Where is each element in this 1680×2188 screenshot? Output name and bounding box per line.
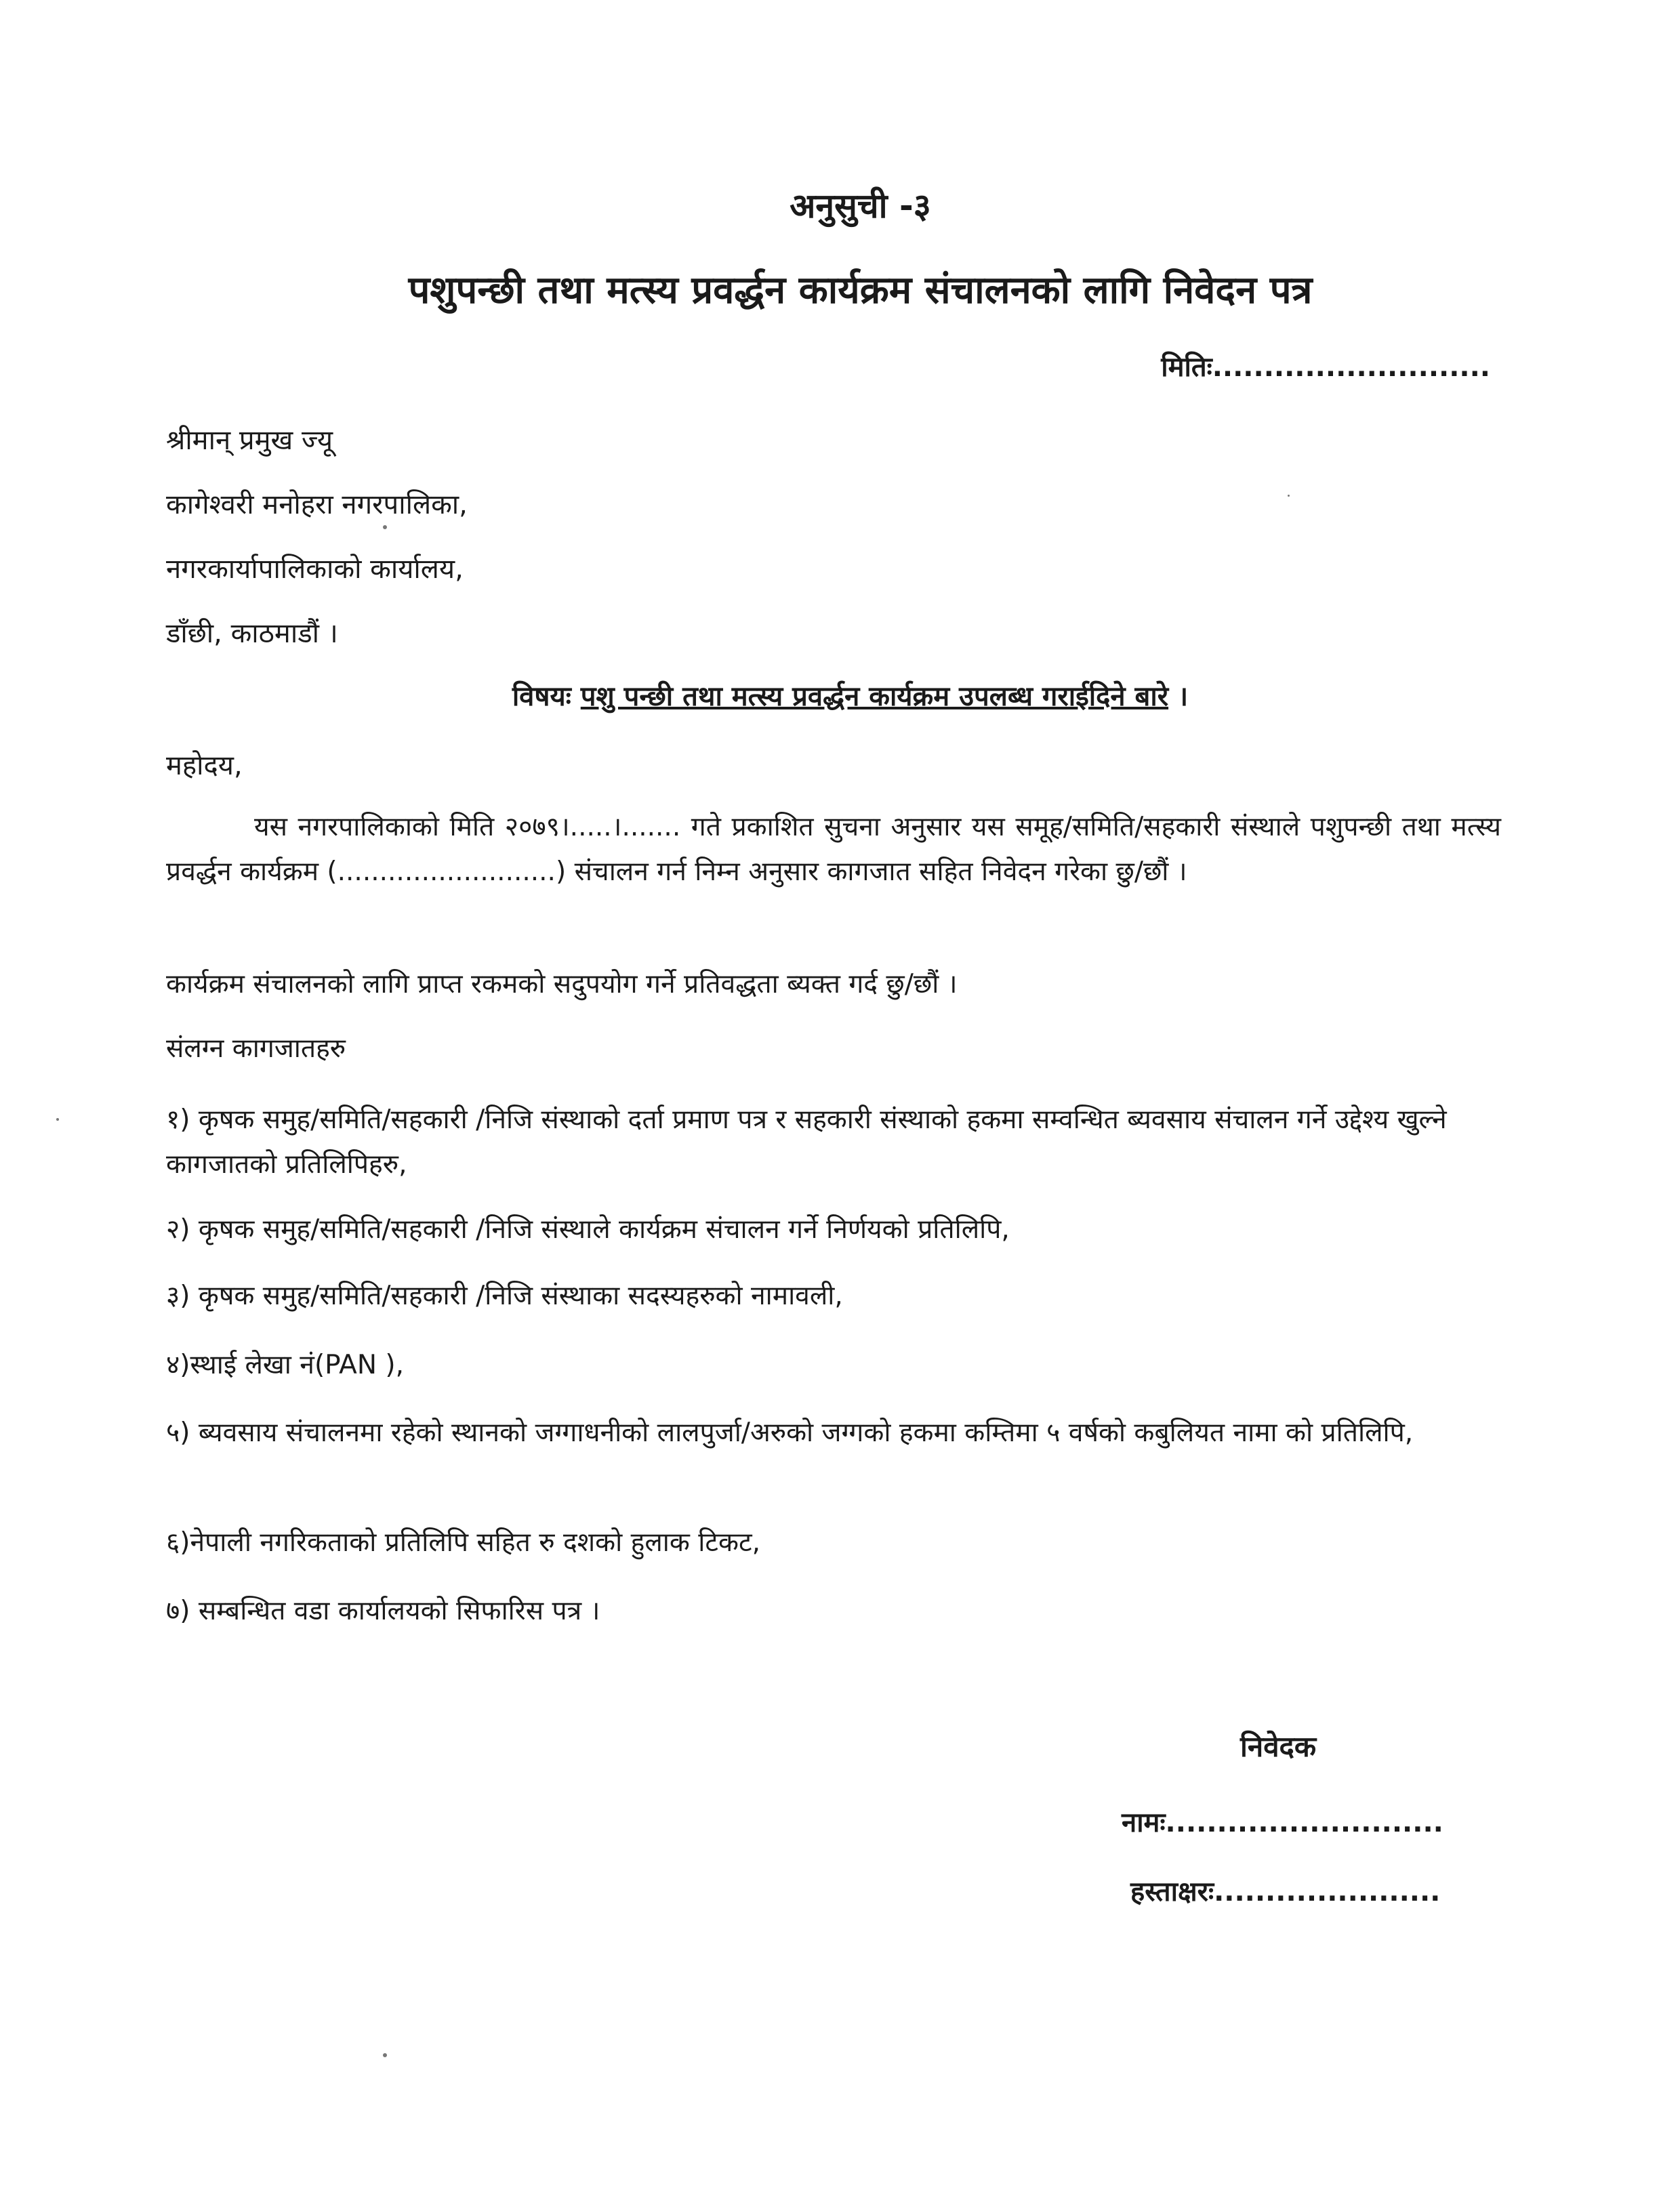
body-paragraph-1: यस नगरपालिकाको मिति २०७९।.....।....... गते प्रकाशित सुचना अनुसार यस समूह/समिति/सहकारी संस्थाले पशुपन्छी तथा मत्स्य प्रवर्द्धन कार्यक्रम (..........................) संचालन गर्न निम्न अनुसार कागजात सहित निवेदन गरेका छु/छौं । <box>166 812 1501 887</box>
document-title: पशुपन्छी तथा मत्स्य प्रवर्द्धन कार्यक्रम संचालनको लागि निवेदन पत्र <box>408 268 1313 312</box>
subject-text: पशु पन्छी तथा मत्स्य प्रवर्द्धन कार्यक्रम उपलब्ध गराईदिने बारे <box>580 681 1169 712</box>
attachment-item-6: ६)नेपाली नगरिकताको प्रतिलिपि सहित रु दशको हुलाक टिकट, <box>166 1527 760 1558</box>
recipient-line-4: डाँछी, काठमाडौं । <box>166 618 338 649</box>
scan-speck <box>56 1118 59 1121</box>
recipient-line-3: नगरकार्यापालिकाको कार्यालय, <box>166 554 464 585</box>
subject-label: विषयः <box>512 681 571 712</box>
attachment-item-2: २) कृषक समुह/समिति/सहकारी /निजि संस्थाले कार्यक्रम संचालन गर्ने निर्णयको प्रतिलिपि, <box>166 1214 1010 1245</box>
scan-speck <box>383 525 387 529</box>
applicant-signature-field: हस्ताक्षरः...................... <box>1130 1876 1441 1907</box>
attachment-item-1: १) कृषक समुह/समिति/सहकारी /निजि संस्थाको दर्ता प्रमाण पत्र र सहकारी संस्थाको हकमा सम्वन्धित ब्यवसाय संचालन गर्ने उद्देश्य खुल्ने कागजातको प्रतिलिपिहरु, <box>166 1105 1447 1180</box>
salutation: महोदय, <box>166 750 243 781</box>
recipient-line-1: श्रीमान् प्रमुख ज्यू <box>166 425 333 456</box>
date-field: मितिः........................... <box>1161 352 1490 383</box>
attachment-item-3: ३) कृषक समुह/समिति/सहकारी /निजि संस्थाका सदस्यहरुको नामावली, <box>166 1281 843 1311</box>
schedule-heading: अनुसुची -३ <box>790 186 931 226</box>
subject-line <box>0 676 1680 714</box>
attachment-item-4: ४)स्थाई लेखा नं(PAN ), <box>166 1350 405 1380</box>
attachment-item-5: ५) ब्यवसाय संचालनमा रहेको स्थानको जग्गाधनीको लालपुर्जा/अरुको जग्गको हकमा कम्तिमा ५ वर्षको कबुलियत नामा को प्रतिलिपि, <box>166 1418 1414 1448</box>
scan-speck <box>383 2053 387 2057</box>
body-paragraph-2: कार्यक्रम संचालनको लागि प्राप्त रकमको सदुपयोग गर्ने प्रतिवद्धता ब्यक्त गर्द छु/छौं । <box>166 969 958 999</box>
applicant-name-field: नामः........................... <box>1122 1807 1443 1838</box>
attachment-item-7: ७) सम्बन्धित वडा कार्यालयको सिफारिस पत्र । <box>166 1596 600 1626</box>
recipient-line-2: कागेश्वरी मनोहरा नगरपालिका, <box>166 489 468 520</box>
applicant-heading: निवेदक <box>1240 1730 1317 1763</box>
subject-end: । <box>1168 681 1189 712</box>
scan-speck <box>1288 495 1290 497</box>
attachments-heading: संलग्न कागजातहरु <box>166 1033 346 1064</box>
